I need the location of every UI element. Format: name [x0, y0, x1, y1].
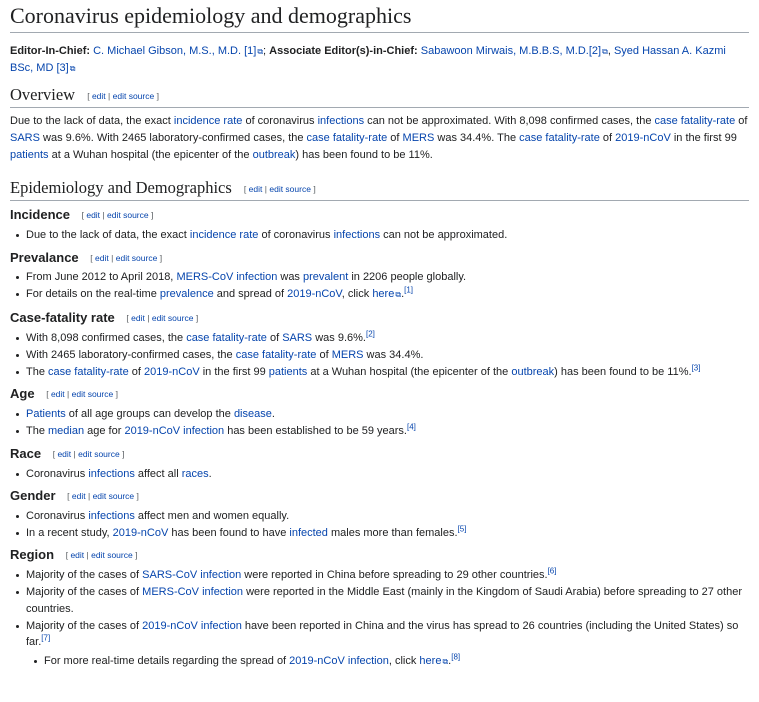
eic-label: Editor-In-Chief: — [10, 45, 91, 58]
link[interactable]: SARS-CoV infection — [142, 569, 242, 582]
link[interactable]: 2019-nCoV infection — [142, 619, 242, 632]
link[interactable]: case fatality-rate — [186, 331, 267, 344]
link[interactable]: infections — [88, 467, 135, 480]
edit-source-link[interactable]: edit source — [92, 491, 135, 502]
link[interactable]: Patients — [26, 408, 66, 421]
race-list — [10, 466, 749, 483]
section-epidemiology — [10, 178, 749, 201]
edit-source-link[interactable]: edit source — [269, 184, 311, 195]
citation: [6] — [547, 566, 557, 576]
link[interactable]: MERS-CoV infection — [176, 271, 278, 284]
edit-link[interactable]: edit — [86, 210, 101, 221]
link[interactable]: case fatality-rate — [654, 115, 736, 128]
edit-section: [ edit | edit source ] — [67, 491, 139, 502]
subsection-incidence: Incidence [ edit | edit source ] — [10, 207, 154, 223]
list-item: The median age for 2019-nCoV infection has been established to be 59 years.[4] — [26, 423, 749, 440]
edit-link[interactable]: edit — [95, 252, 109, 263]
citation: [8] — [451, 652, 461, 662]
link[interactable]: SARS — [282, 331, 313, 344]
link[interactable]: case fatality-rate — [235, 348, 317, 361]
link[interactable]: races — [181, 467, 209, 480]
edit-link[interactable]: edit — [70, 550, 85, 561]
region-sublist — [26, 653, 749, 671]
citation: [4] — [407, 422, 416, 432]
link[interactable]: 2019-nCoV — [615, 132, 671, 145]
edit-source-link[interactable]: edit source — [112, 91, 155, 102]
edit-section: [ edit | edit source ] — [65, 550, 138, 561]
link[interactable]: SARS — [10, 132, 40, 145]
list-item: For more real-time details regarding the spread of 2019-nCoV infection, click here⧉.[8] — [44, 653, 749, 671]
link[interactable]: MERS-CoV infection — [142, 586, 244, 599]
section-title: Epidemiology and Demographics — [10, 178, 232, 198]
link[interactable]: 2019-nCoV — [112, 526, 169, 539]
link[interactable]: MERS — [331, 348, 364, 361]
overview-paragraph: Due to the lack of data, the exact incidence rate of coronavirus infections can not be approximated. With 8,098 confirmed cases, the case fatality-rate of SARS was 9.6%. With 2465 laboratory-confirmed cases, the case fatality-rate of MERS was 34.4%. The case fatality-rate of 2019-nCoV in the first 99 patients at a Wuhan hospital (the epicenter of the outbreak) has been found to be 11%. — [10, 115, 748, 162]
link[interactable]: prevalent — [303, 271, 349, 284]
link[interactable]: MERS — [402, 132, 435, 145]
edit-section: [ edit | edit source ] — [46, 389, 118, 400]
here-link[interactable]: here — [419, 654, 442, 667]
subsection-age: Age [ edit | edit source ] — [10, 386, 118, 402]
edit-link[interactable]: edit — [57, 448, 72, 459]
citation: [5] — [457, 524, 467, 534]
edit-source-link[interactable]: edit source — [107, 210, 149, 221]
list-item: From June 2012 to April 2018, MERS-CoV infection was prevalent in 2206 people globally. — [26, 269, 749, 286]
subsection-prevalance: Prevalance [ edit | edit source ] — [10, 249, 163, 265]
list-item: Patients of all age groups can develop the disease. — [26, 406, 749, 423]
link[interactable]: incidence rate — [189, 229, 259, 242]
eic-link[interactable]: C. Michael Gibson, M.S., M.D. [1] — [93, 45, 257, 58]
link[interactable]: infections — [317, 115, 365, 128]
edit-source-link[interactable]: edit source — [91, 550, 133, 561]
section-title: Overview — [10, 85, 76, 105]
subsection-gender: Gender [ edit | edit source ] — [10, 488, 139, 504]
link[interactable]: outbreak — [511, 365, 555, 378]
list-item: Due to the lack of data, the exact incidence rate of coronavirus infections can not be approximated. — [26, 227, 749, 244]
edit-section: [ edit | edit source ] — [90, 252, 163, 263]
section-overview — [10, 85, 749, 108]
list-item: Majority of the cases of MERS-CoV infection were reported in the Middle East (mainly in the Kingdom of Saudi Arabia) before spreading to 27 other countries. — [26, 584, 749, 617]
list-item: Majority of the cases of SARS-CoV infection were reported in China before spreading to 29 other countries.[6] — [26, 567, 749, 584]
edit-link[interactable]: edit — [91, 91, 106, 102]
link[interactable]: infections — [333, 229, 381, 242]
list-item: Majority of the cases of 2019-nCoV infection have been reported in China and the virus has spread to 26 countries (including the United States) so far.[7] For more real-time details regarding the spread of 2019-nCoV infection, click here⧉.[8] — [26, 618, 749, 671]
link[interactable]: infected — [289, 526, 328, 539]
edit-section: [ edit | edit source ] — [81, 210, 154, 221]
credits: Editor-In-Chief: C. Michael Gibson, M.S., M.D. [1]⧉; Associate Editor(s)-in-Chief: Sabawoon Mirwais, M.B.B.S, M.D.[2]⧉, Syed Hassan A. Kazmi BSc, MD [3]⧉ — [10, 45, 726, 75]
link[interactable]: 2019-nCoV infection — [289, 654, 389, 667]
link[interactable]: patients — [10, 149, 49, 162]
edit-link[interactable]: edit — [71, 491, 86, 502]
list-item: For details on the real-time prevalence and spread of 2019-nCoV, click here⧉.[1] — [26, 286, 749, 304]
age-list — [10, 406, 749, 440]
link[interactable]: median — [48, 425, 85, 438]
assoc-link-1[interactable]: Sabawoon Mirwais, M.B.B.S, M.D.[2] — [420, 45, 602, 58]
list-item: In a recent study, 2019-nCoV has been found to have infected males more than females.[5] — [26, 525, 749, 542]
link[interactable]: prevalence — [159, 288, 214, 301]
edit-section: [ edit | edit source ] — [87, 91, 159, 102]
link[interactable]: 2019-nCoV infection — [124, 425, 225, 438]
external-link-icon: ⧉ — [602, 47, 608, 57]
edit-link[interactable]: edit — [131, 312, 145, 323]
subsection-case-fatality-rate: Case-fatality rate [ edit | edit source ] — [10, 309, 199, 325]
gender-list — [10, 508, 749, 542]
link[interactable]: incidence rate — [173, 115, 243, 128]
external-link-icon: ⧉ — [442, 656, 449, 666]
list-item: With 2465 laboratory-confirmed cases, the case fatality-rate of MERS was 34.4%. — [26, 347, 749, 364]
edit-source-link[interactable]: edit source — [115, 252, 158, 263]
link[interactable]: patients — [268, 365, 308, 378]
link[interactable]: infections — [88, 509, 135, 522]
subsection-race: Race [ edit | edit source ] — [10, 445, 125, 461]
assoc-ref-3[interactable]: [3] — [56, 62, 69, 75]
link[interactable]: disease — [233, 408, 272, 421]
assoc-link-2[interactable]: Syed Hassan A. Kazmi BSc, MD — [10, 45, 726, 75]
link[interactable]: case fatality-rate — [306, 132, 388, 145]
edit-link[interactable]: edit — [248, 184, 263, 195]
edit-source-link[interactable]: edit source — [71, 389, 114, 400]
link[interactable]: outbreak — [252, 149, 296, 162]
incidence-list — [10, 227, 749, 244]
list-item: Coronavirus infections affect all races. — [26, 466, 749, 483]
cfr-list — [10, 330, 749, 381]
edit-link[interactable]: edit — [50, 389, 65, 400]
edit-source-link[interactable]: edit source — [78, 448, 120, 459]
citation: [2] — [365, 329, 375, 339]
page-title: Coronavirus epidemiology and demographics — [10, 0, 749, 33]
edit-section: [ edit | edit source ] — [52, 448, 125, 459]
citation: [3] — [691, 363, 701, 373]
link[interactable]: 2019-nCoV — [287, 288, 342, 301]
external-link-icon: ⧉ — [395, 290, 402, 300]
link[interactable]: case fatality-rate — [519, 132, 600, 145]
citation: [1] — [404, 285, 414, 295]
external-link-icon: ⧉ — [69, 64, 76, 74]
list-item: With 8,098 confirmed cases, the case fatality-rate of SARS was 9.6%.[2] — [26, 330, 749, 347]
citation: [7] — [41, 633, 51, 643]
list-item: Coronavirus infections affect men and women equally. — [26, 508, 749, 525]
assoc-label: Associate Editor(s)-in-Chief: — [269, 45, 418, 58]
prevalance-list — [10, 269, 749, 304]
external-link-icon: ⧉ — [257, 47, 264, 57]
link[interactable]: 2019-nCoV — [144, 365, 200, 378]
region-list — [10, 567, 749, 670]
here-link[interactable]: here — [372, 288, 395, 301]
edit-source-link[interactable]: edit source — [151, 312, 194, 323]
list-item: The case fatality-rate of 2019-nCoV in the first 99 patients at a Wuhan hospital (the epicenter of the outbreak) has been found to be 11%.[3] — [26, 364, 749, 381]
edit-section: [ edit | edit source ] — [243, 184, 316, 195]
edit-section: [ edit | edit source ] — [126, 312, 199, 323]
subsection-region: Region [ edit | edit source ] — [10, 547, 138, 563]
link[interactable]: case fatality-rate — [48, 365, 129, 378]
